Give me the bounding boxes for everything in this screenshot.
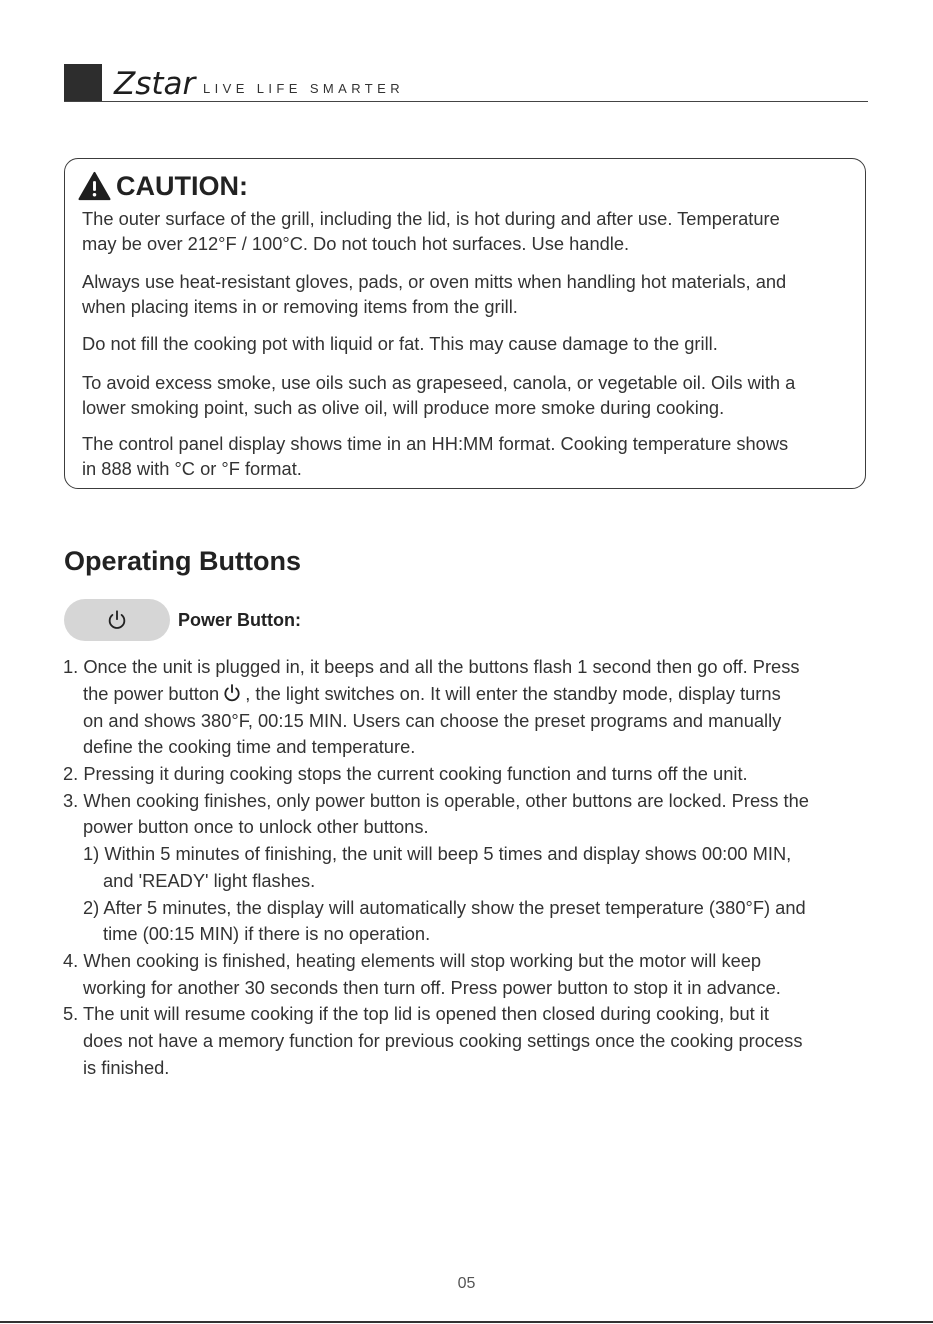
caution-line: The outer surface of the grill, including the lid, is hot during and after use. Temperature <box>82 208 780 229</box>
section-title: Operating Buttons <box>64 546 301 576</box>
power-button-pill <box>64 599 170 641</box>
power-icon <box>106 609 128 631</box>
instruction-line: 1. Once the unit is plugged in, it beeps and all the buttons flash 1 second then go off. Press <box>63 656 800 677</box>
power-icon <box>222 683 242 710</box>
caution-paragraph <box>82 269 872 319</box>
caution-title <box>78 167 248 205</box>
caution-line: may be over 212°F / 100°C. Do not touch hot surfaces. Use handle. <box>82 233 630 254</box>
page-number: 05 <box>457 1275 476 1292</box>
instruction-text: , the light switches on. It will enter the standby mode, display turns <box>245 683 781 704</box>
brand-logo: Zstar <box>114 66 196 102</box>
caution-line: The control panel display shows time in an HH:MM format. Cooking temperature shows <box>82 433 789 454</box>
instruction-line: does not have a memory function for previous cooking settings once the cooking process <box>83 1030 803 1051</box>
warning-triangle-icon <box>78 171 111 201</box>
instruction-line: 4. When cooking is finished, heating elements will stop working but the motor will keep <box>63 950 762 971</box>
instruction-line: define the cooking time and temperature. <box>83 736 416 757</box>
instruction-line: on and shows 380°F, 00:15 MIN. Users can choose the preset programs and manually <box>83 710 782 731</box>
instruction-line: time (00:15 MIN) if there is no operation. <box>103 923 431 944</box>
instruction-line: working for another 30 seconds then turn off. Press power button to stop it in advance. <box>83 977 781 998</box>
caution-box <box>64 158 866 489</box>
brand-tagline: LIVE LIFE SMARTER <box>203 81 404 96</box>
caution-line: in 888 with °C or °F format. <box>82 458 302 479</box>
header-block <box>64 64 102 101</box>
instruction-line: is finished. <box>83 1057 170 1078</box>
caution-paragraph <box>82 331 872 356</box>
instruction-line: power button once to unlock other buttons. <box>83 816 429 837</box>
instruction-line: 3. When cooking finishes, only power button is operable, other buttons are locked. Press the <box>63 790 809 811</box>
caution-paragraph <box>82 206 872 256</box>
instruction-line: 2) After 5 minutes, the display will automatically show the preset temperature (380°F) and <box>83 897 806 918</box>
instruction-line: 5. The unit will resume cooking if the top lid is opened then closed during cooking, but it <box>63 1003 769 1024</box>
instruction-line: and 'READY' light flashes. <box>103 870 316 891</box>
caution-paragraph <box>82 370 872 420</box>
caution-title-text: CAUTION: <box>116 170 248 201</box>
page-header <box>64 64 868 102</box>
bottom-rule <box>0 1321 933 1323</box>
caution-line: Always use heat-resistant gloves, pads, or oven mitts when handling hot materials, and <box>82 271 787 292</box>
instruction-line: 2. Pressing it during cooking stops the current cooking function and turns off the unit. <box>63 763 748 784</box>
caution-line: lower smoking point, such as olive oil, will produce more smoke during cooking. <box>82 397 725 418</box>
caution-line: Do not fill the cooking pot with liquid or fat. This may cause damage to the grill. <box>82 333 718 354</box>
instruction-line <box>83 681 781 710</box>
power-button-label: Power Button: <box>178 610 301 630</box>
instruction-text: the power button <box>83 683 220 704</box>
caution-paragraph <box>82 431 872 481</box>
instruction-line: 1) Within 5 minutes of finishing, the unit will beep 5 times and display shows 00:00 MIN, <box>83 843 792 864</box>
caution-line: when placing items in or removing items from the grill. <box>82 296 518 317</box>
header-rule <box>64 101 868 102</box>
caution-line: To avoid excess smoke, use oils such as grapeseed, canola, or vegetable oil. Oils with a <box>82 372 796 393</box>
